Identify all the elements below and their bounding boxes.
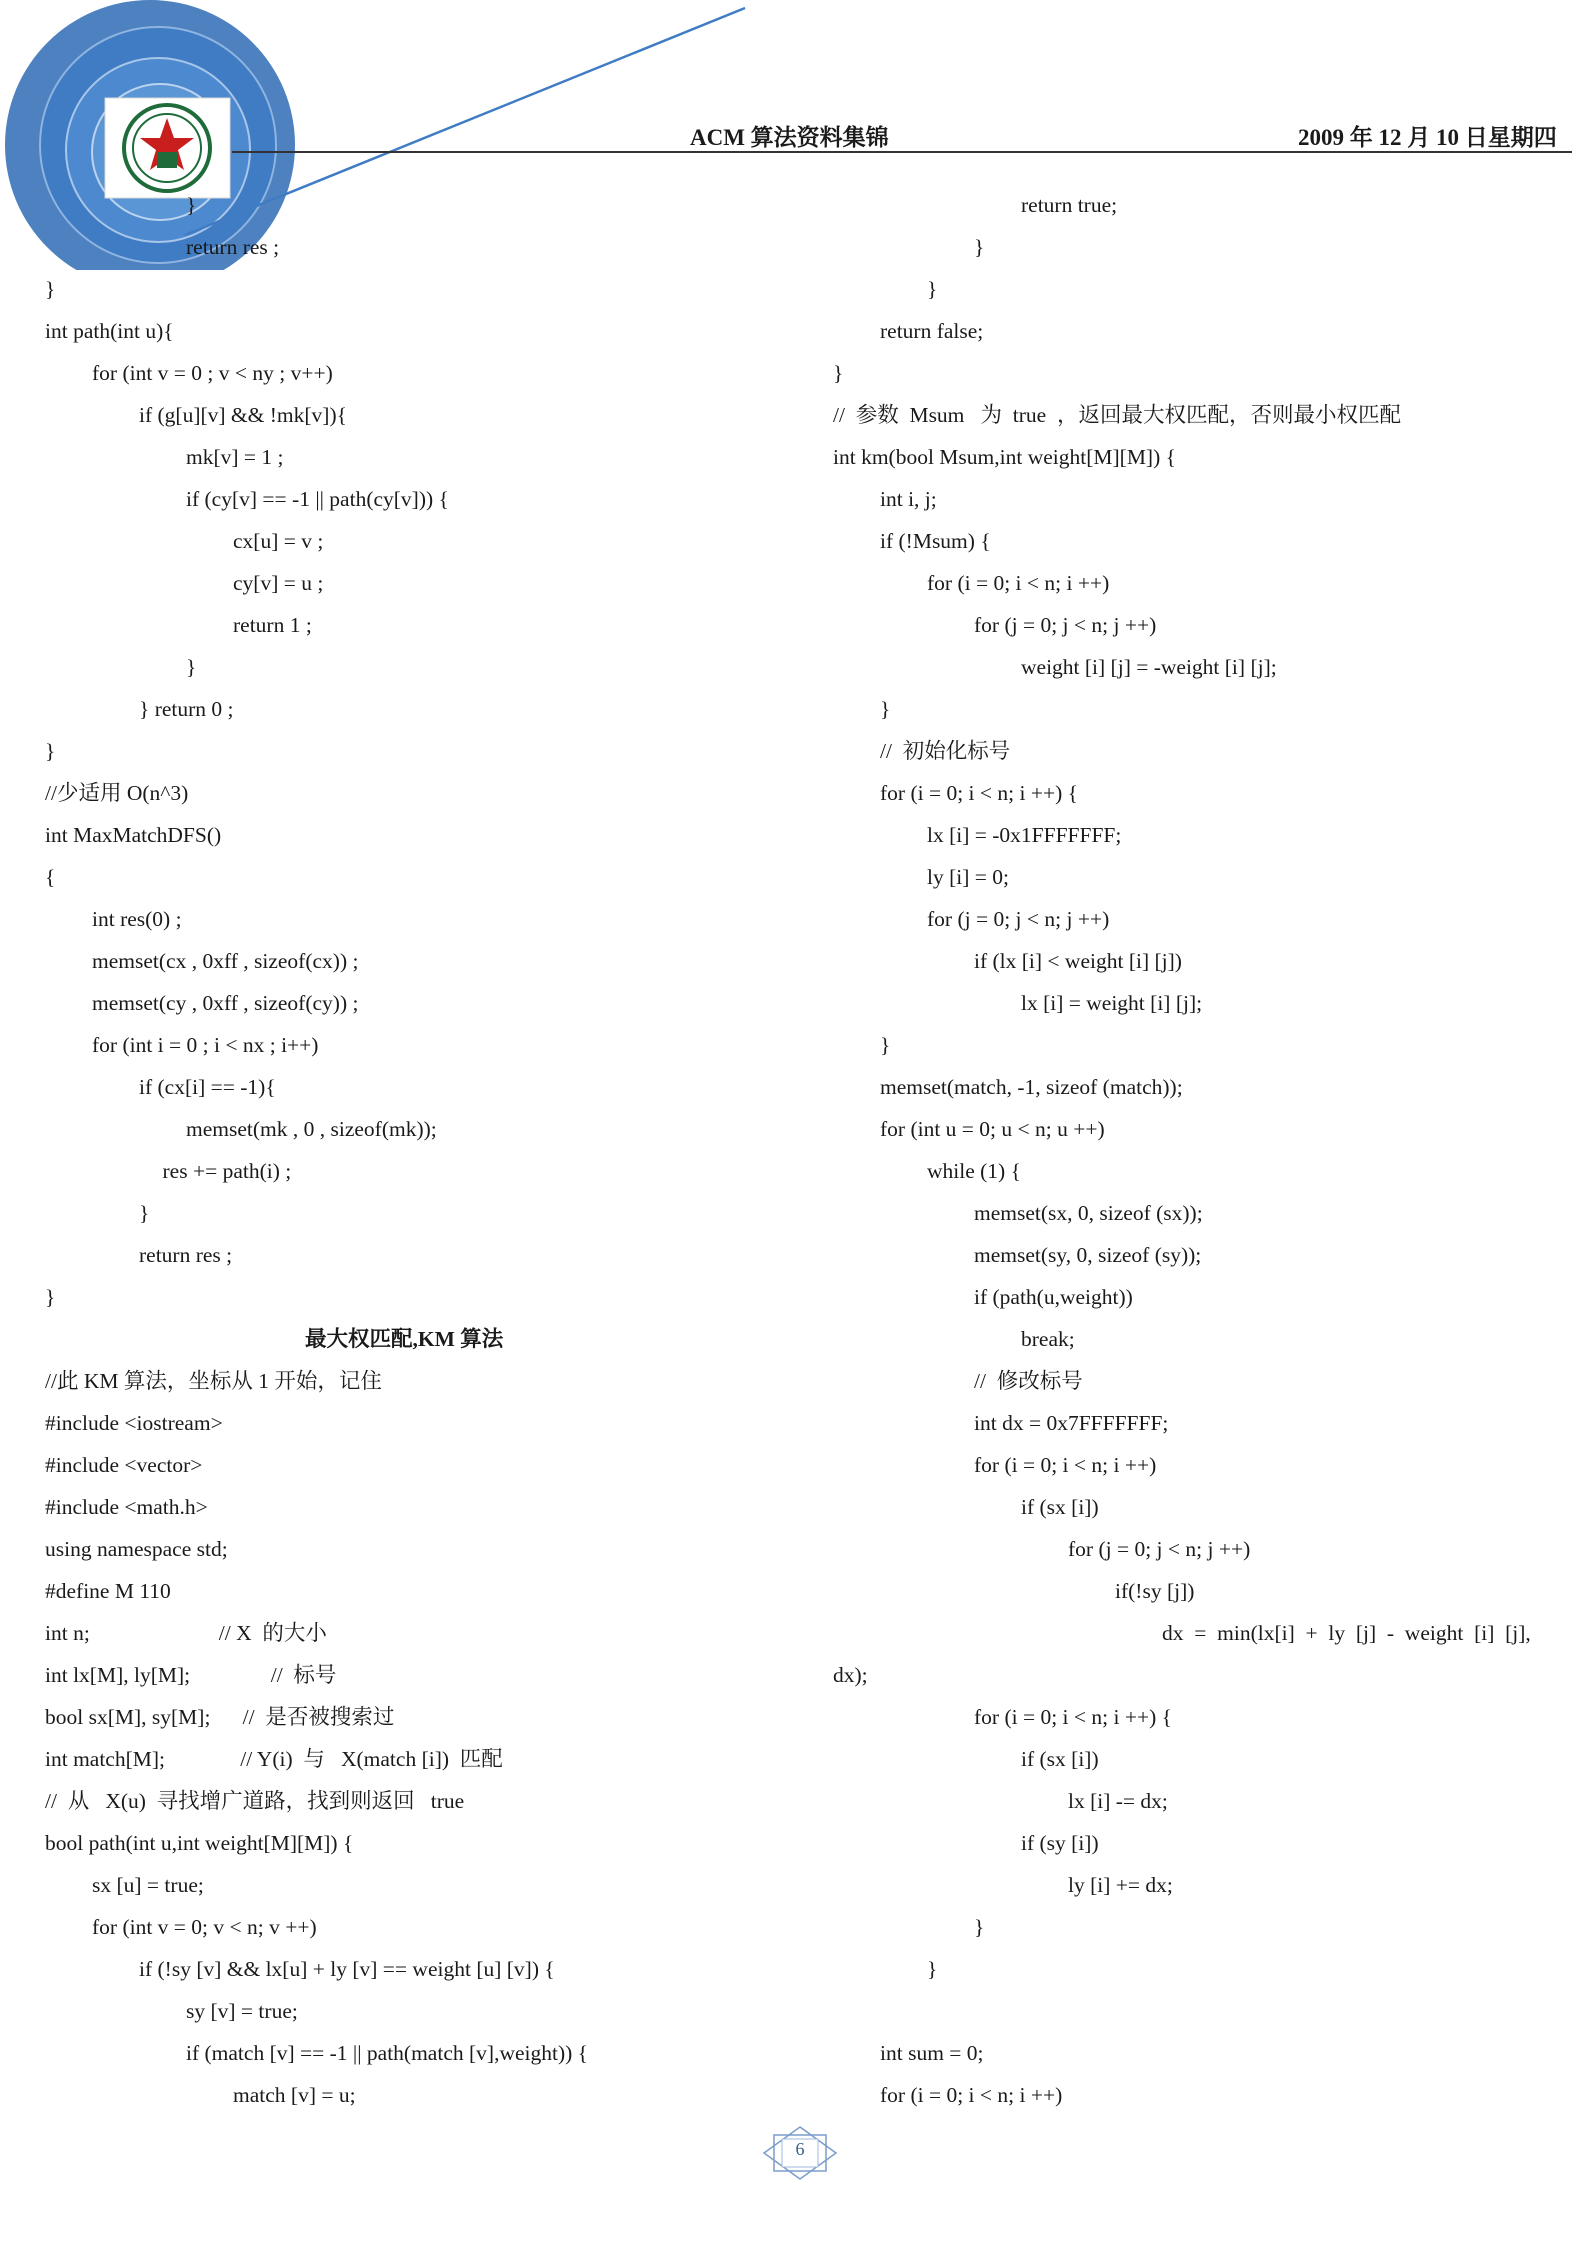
header-title: ACM 算法资料集锦 xyxy=(690,125,889,150)
code-line: int i, j; xyxy=(880,487,937,511)
code-line: //少适用 O(n^3) xyxy=(45,781,189,805)
code-line: if (path(u,weight)) xyxy=(974,1285,1133,1309)
code-line: // 参数 Msum 为 true ，返回最大权匹配，否则最小权匹配 xyxy=(833,403,1401,427)
code-line: } xyxy=(927,1957,938,1981)
code-line: for (j = 0; j < n; j ++) xyxy=(927,907,1110,931)
page-number-badge xyxy=(760,2125,840,2181)
code-line: } xyxy=(45,1285,56,1309)
code-line: if (cy[v] == -1 || path(cy[v])) { xyxy=(186,487,449,511)
code-line: for (int i = 0 ; i < nx ; i++) xyxy=(92,1033,319,1057)
code-line: // 从 X(u) 寻找增广道路，找到则返回 true xyxy=(45,1789,465,1813)
code-line: if (lx [i] < weight [i] [j]) xyxy=(974,949,1182,973)
code-line: } xyxy=(974,1915,985,1939)
code-line: for (int u = 0; u < n; u ++) xyxy=(880,1117,1105,1141)
code-line: return 1 ; xyxy=(233,613,312,637)
code-line: return true; xyxy=(1021,193,1118,217)
code-line: if (sy [i]) xyxy=(1021,1831,1099,1855)
section-heading: 最大权匹配,KM 算法 xyxy=(305,1327,504,1351)
right-code-column xyxy=(833,184,1575,2116)
code-line: memset(match, -1, sizeof (match)); xyxy=(880,1075,1183,1099)
code-line: int res(0) ; xyxy=(92,907,182,931)
code-line: weight [i] [j] = -weight [i] [j]; xyxy=(1021,655,1277,679)
code-line: return res ; xyxy=(139,1243,233,1267)
code-line: int sum = 0; xyxy=(880,2041,984,2065)
code-line: for (i = 0; i < n; i ++) { xyxy=(974,1705,1172,1729)
code-line: if (sx [i]) xyxy=(1021,1747,1099,1771)
code-line: } xyxy=(880,697,891,721)
code-line: if (sx [i]) xyxy=(1021,1495,1099,1519)
code-line: cy[v] = u ; xyxy=(233,571,324,595)
code-line: if (match [v] == -1 || path(match [v],weight)) { xyxy=(186,2041,588,2065)
code-line: for (i = 0; i < n; i ++) xyxy=(927,571,1110,595)
code-line: int MaxMatchDFS() xyxy=(45,823,222,847)
code-line: for (j = 0; j < n; j ++) xyxy=(974,613,1157,637)
code-line: } xyxy=(974,235,985,259)
code-line: } xyxy=(45,277,56,301)
code-line: } xyxy=(186,193,197,217)
code-line: for (j = 0; j < n; j ++) xyxy=(1068,1537,1251,1561)
code-line: ly [i] = 0; xyxy=(927,865,1009,889)
code-line: cx[u] = v ; xyxy=(233,529,324,553)
code-line: sx [u] = true; xyxy=(92,1873,204,1897)
code-line: #include <iostream> xyxy=(45,1411,223,1435)
code-line: } xyxy=(927,277,938,301)
code-line: if (g[u][v] && !mk[v]){ xyxy=(139,403,347,427)
code-line: memset(cx , 0xff , sizeof(cx)) ; xyxy=(92,949,359,973)
code-line: dx = min(lx[i] + ly [j] - weight [i] [j], xyxy=(1162,1621,1531,1645)
code-line: } xyxy=(880,1033,891,1057)
code-line: memset(sy, 0, sizeof (sy)); xyxy=(974,1243,1202,1267)
code-line: if (!sy [v] && lx[u] + ly [v] == weight [u] [v]) { xyxy=(139,1957,555,1981)
code-line: bool path(int u,int weight[M][M]) { xyxy=(45,1831,354,1855)
code-line: ly [i] += dx; xyxy=(1068,1873,1173,1897)
code-line: { xyxy=(45,865,56,889)
code-line: int dx = 0x7FFFFFFF; xyxy=(974,1411,1169,1435)
code-line: for (int v = 0 ; v < ny ; v++) xyxy=(92,361,333,385)
code-line: using namespace std; xyxy=(45,1537,228,1561)
code-line: if(!sy [j]) xyxy=(1115,1579,1195,1603)
code-line xyxy=(833,1990,1575,2032)
code-line: return res ; xyxy=(186,235,280,259)
code-line: int n; // X 的大小 xyxy=(45,1621,327,1645)
code-line: } return 0 ; xyxy=(139,697,234,721)
code-line: sy [v] = true; xyxy=(186,1999,298,2023)
code-line: int match[M]; // Y(i) 与 X(match [i]) 匹配 xyxy=(45,1747,503,1771)
code-line: } xyxy=(833,361,844,385)
code-line: for (i = 0; i < n; i ++) xyxy=(880,2083,1063,2107)
code-line: } xyxy=(139,1201,150,1225)
code-line: lx [i] -= dx; xyxy=(1068,1789,1168,1813)
school-seal-logo xyxy=(105,98,230,198)
header-divider xyxy=(232,151,1572,153)
code-line: memset(cy , 0xff , sizeof(cy)) ; xyxy=(92,991,359,1015)
code-line: int path(int u){ xyxy=(45,319,174,343)
code-line: dx); xyxy=(833,1663,868,1687)
code-line: lx [i] = weight [i] [j]; xyxy=(1021,991,1203,1015)
code-line: return false; xyxy=(880,319,984,343)
code-line: #include <math.h> xyxy=(45,1495,208,1519)
code-line: } xyxy=(45,739,56,763)
code-line: // 修改标号 xyxy=(974,1369,1083,1393)
code-line: bool sx[M], sy[M]; // 是否被搜索过 xyxy=(45,1705,395,1729)
code-line: #define M 110 xyxy=(45,1579,171,1603)
header-date: 2009 年 12 月 10 日星期四 xyxy=(1298,125,1557,150)
code-line: for (int v = 0; v < n; v ++) xyxy=(92,1915,317,1939)
code-line: break; xyxy=(1021,1327,1075,1351)
code-line: int km(bool Msum,int weight[M][M]) { xyxy=(833,445,1176,469)
code-line: } xyxy=(186,655,197,679)
code-line: // 初始化标号 xyxy=(880,739,1011,763)
left-code-column xyxy=(45,184,805,2116)
code-line: for (i = 0; i < n; i ++) xyxy=(974,1453,1157,1477)
page-number: 6 xyxy=(795,2139,805,2159)
code-line: for (i = 0; i < n; i ++) { xyxy=(880,781,1078,805)
code-line: memset(sx, 0, sizeof (sx)); xyxy=(974,1201,1203,1225)
code-line: if (cx[i] == -1){ xyxy=(139,1075,276,1099)
code-line: while (1) { xyxy=(927,1159,1021,1183)
code-line: memset(mk , 0 , sizeof(mk)); xyxy=(186,1117,437,1141)
code-line: match [v] = u; xyxy=(233,2083,356,2107)
code-line: lx [i] = -0x1FFFFFFF; xyxy=(927,823,1122,847)
code-line: if (!Msum) { xyxy=(880,529,991,553)
code-line: //此 KM 算法，坐标从 1 开始，记住 xyxy=(45,1369,382,1393)
code-line: mk[v] = 1 ; xyxy=(186,445,284,469)
code-line: res += path(i) ; xyxy=(162,1159,292,1183)
code-line: #include <vector> xyxy=(45,1453,203,1477)
code-line: int lx[M], ly[M]; // 标号 xyxy=(45,1663,337,1687)
